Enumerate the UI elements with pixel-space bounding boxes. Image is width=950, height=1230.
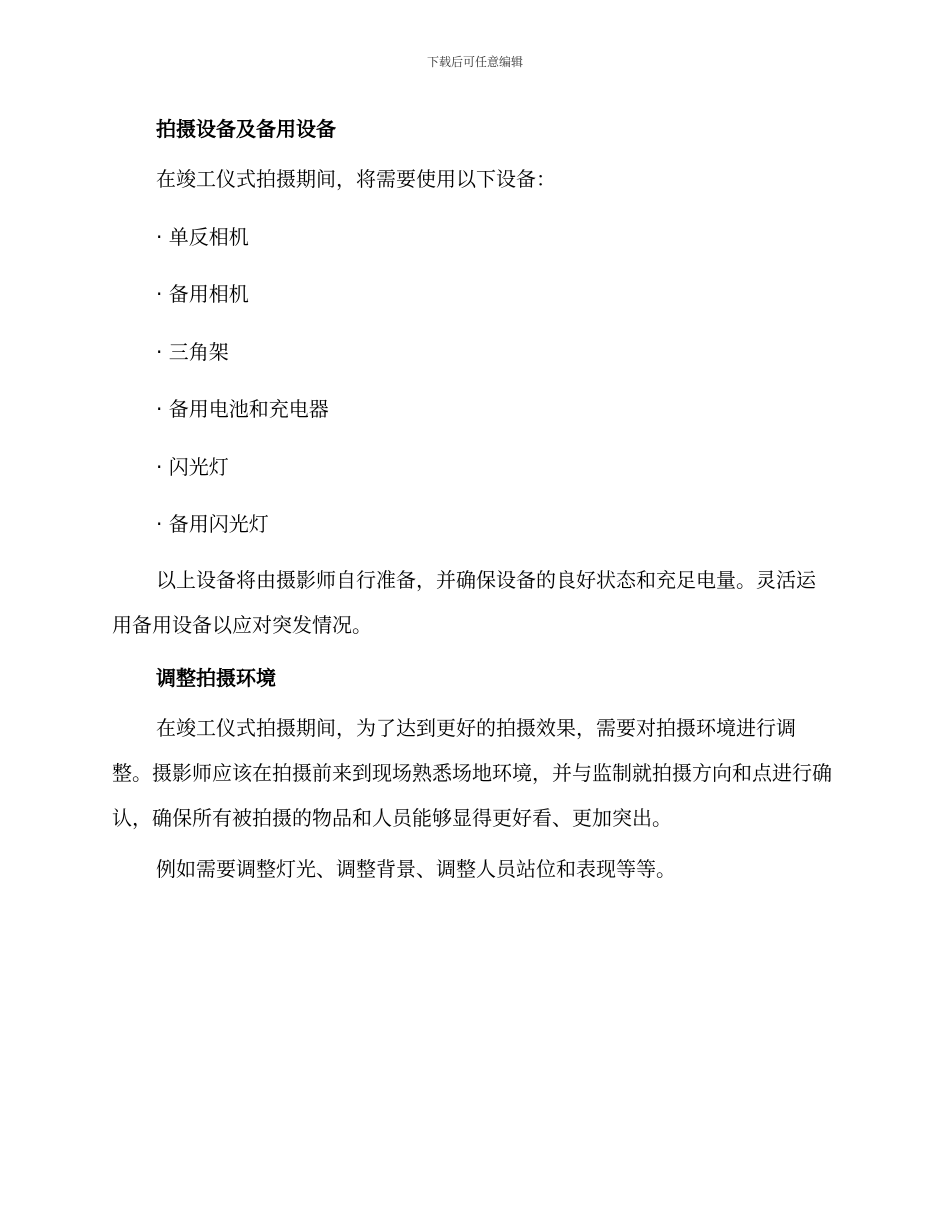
equipment-item: · 三角架 bbox=[156, 339, 229, 364]
section-equipment-intro: 在竣工仪式拍摄期间，将需要使用以下设备： bbox=[156, 167, 556, 191]
section-environment-example: 例如需要调整灯光、调整背景、调整人员站位和表现等等。 bbox=[156, 857, 676, 881]
page-header-note: 下载后可任意编辑 bbox=[426, 55, 523, 69]
equipment-item: · 闪光灯 bbox=[156, 454, 229, 479]
equipment-item: · 备用电池和充电器 bbox=[156, 397, 329, 421]
equipment-item: · 单反相机 bbox=[156, 224, 249, 249]
document-body bbox=[112, 113, 832, 885]
section-environment-body: 在竣工仪式拍摄期间，为了达到更好的拍摄效果，需要对拍摄环境进行调整。摄影师应该在拍摄前来到现场熟悉场地环境，并与监制就拍摄方向和点进行确认，确保所有被拍摄的物品和人员能够显得更好看、更加突出。 bbox=[112, 716, 832, 830]
equipment-item: · 备用闪光灯 bbox=[156, 512, 269, 536]
equipment-list bbox=[112, 221, 832, 541]
section-equipment-title: 拍摄设备及备用设备 bbox=[156, 117, 336, 141]
section-environment-title: 调整拍摄环境 bbox=[156, 666, 276, 690]
section-equipment-outro: 以上设备将由摄影师自行准备，并确保设备的良好状态和充足电量。灵活运用备用设备以应对突发情况。 bbox=[112, 568, 816, 637]
equipment-item: · 备用相机 bbox=[156, 282, 249, 306]
